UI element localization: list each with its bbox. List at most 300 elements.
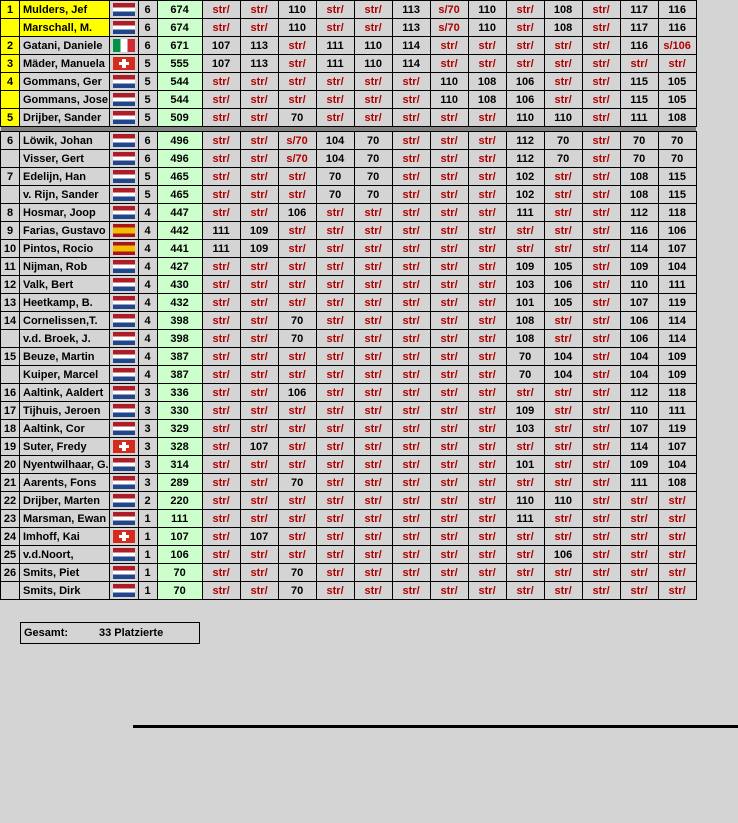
netherlands-flag-icon xyxy=(113,21,135,34)
flag-cell xyxy=(109,186,138,204)
score-cell: 114 xyxy=(658,330,696,348)
result-count: 4 xyxy=(138,312,157,330)
score-cell: str/ xyxy=(658,564,696,582)
score-cell: str/ xyxy=(316,312,354,330)
score-cell: str/ xyxy=(202,1,240,19)
rank-cell: 4 xyxy=(1,73,20,91)
player-name: Aaltink, Cor xyxy=(20,420,110,438)
rank-cell: 3 xyxy=(1,55,20,73)
score-cell: 108 xyxy=(620,168,658,186)
score-cell: str/ xyxy=(354,402,392,420)
flag-cell xyxy=(109,348,138,366)
score-cell: str/ xyxy=(316,240,354,258)
score-cell: 109 xyxy=(620,258,658,276)
score-cell: str/ xyxy=(240,168,278,186)
score-cell: str/ xyxy=(506,384,544,402)
score-cell: 106 xyxy=(620,312,658,330)
score-cell: str/ xyxy=(392,510,430,528)
score-cell: str/ xyxy=(430,348,468,366)
score-cell: str/ xyxy=(354,474,392,492)
score-cell: 70 xyxy=(316,186,354,204)
score-cell: str/ xyxy=(278,546,316,564)
score-cell: 107 xyxy=(240,528,278,546)
netherlands-flag-icon xyxy=(113,404,135,417)
score-cell: str/ xyxy=(202,276,240,294)
result-count: 1 xyxy=(138,546,157,564)
score-cell: str/ xyxy=(392,582,430,600)
player-name: Aaltink, Aaldert xyxy=(20,384,110,402)
score-cell: str/ xyxy=(278,294,316,312)
score-cell: s/70 xyxy=(430,19,468,37)
netherlands-flag-icon xyxy=(113,93,135,106)
player-name: Tijhuis, Jeroen xyxy=(20,402,110,420)
score-cell: str/ xyxy=(392,384,430,402)
score-cell: str/ xyxy=(582,186,620,204)
table-row xyxy=(1,510,697,528)
score-cell: str/ xyxy=(430,240,468,258)
score-cell: str/ xyxy=(392,132,430,150)
score-cell: str/ xyxy=(544,438,582,456)
score-cell: str/ xyxy=(430,366,468,384)
score-cell: 107 xyxy=(658,438,696,456)
rank-cell: 25 xyxy=(1,546,20,564)
table-row xyxy=(1,73,697,91)
score-cell: str/ xyxy=(582,546,620,564)
score-cell: 108 xyxy=(468,73,506,91)
score-cell: str/ xyxy=(582,582,620,600)
score-cell: str/ xyxy=(582,73,620,91)
rank-cell: 2 xyxy=(1,37,20,55)
score-cell: str/ xyxy=(316,474,354,492)
score-cell: 70 xyxy=(316,168,354,186)
rank-cell: 19 xyxy=(1,438,20,456)
player-name: Imhoff, Kai xyxy=(20,528,110,546)
score-cell: str/ xyxy=(392,438,430,456)
player-name: Cornelissen,T. xyxy=(20,312,110,330)
table-row xyxy=(1,19,697,37)
score-cell: str/ xyxy=(468,186,506,204)
table-row xyxy=(1,330,697,348)
score-cell: str/ xyxy=(240,186,278,204)
score-cell: 107 xyxy=(620,294,658,312)
score-cell: str/ xyxy=(240,492,278,510)
score-cell: str/ xyxy=(468,366,506,384)
score-cell: 110 xyxy=(468,19,506,37)
score-cell: str/ xyxy=(506,582,544,600)
rank-cell: 26 xyxy=(1,564,20,582)
netherlands-flag-icon xyxy=(113,3,135,16)
score-cell: 104 xyxy=(316,132,354,150)
score-cell: 107 xyxy=(620,420,658,438)
score-cell: str/ xyxy=(240,330,278,348)
score-cell: str/ xyxy=(202,402,240,420)
table-row xyxy=(1,546,697,564)
table-row xyxy=(1,132,697,150)
score-cell: str/ xyxy=(544,186,582,204)
score-cell: str/ xyxy=(468,150,506,168)
score-cell: str/ xyxy=(468,510,506,528)
score-cell: str/ xyxy=(278,222,316,240)
rank-cell: 22 xyxy=(1,492,20,510)
flag-cell xyxy=(109,312,138,330)
score-cell: s/70 xyxy=(278,150,316,168)
total-score: 465 xyxy=(157,168,202,186)
total-score: 107 xyxy=(157,528,202,546)
flag-cell xyxy=(109,582,138,600)
score-cell: str/ xyxy=(468,294,506,312)
score-cell: str/ xyxy=(316,348,354,366)
table-row xyxy=(1,168,697,186)
score-cell: 116 xyxy=(620,222,658,240)
score-cell: str/ xyxy=(582,510,620,528)
player-name: Smits, Piet xyxy=(20,564,110,582)
score-cell: str/ xyxy=(278,492,316,510)
score-cell: str/ xyxy=(582,312,620,330)
score-cell: 109 xyxy=(240,222,278,240)
flag-cell xyxy=(109,546,138,564)
score-cell: str/ xyxy=(316,1,354,19)
rank-cell: 14 xyxy=(1,312,20,330)
score-cell: 104 xyxy=(620,366,658,384)
total-score: 398 xyxy=(157,330,202,348)
score-cell: 106 xyxy=(506,91,544,109)
result-count: 6 xyxy=(138,150,157,168)
score-cell: 110 xyxy=(506,109,544,127)
table-row xyxy=(1,1,697,19)
flag-cell xyxy=(109,19,138,37)
score-cell: 119 xyxy=(658,294,696,312)
score-cell: 114 xyxy=(620,438,658,456)
score-cell: str/ xyxy=(240,276,278,294)
netherlands-flag-icon xyxy=(113,548,135,561)
score-cell: 111 xyxy=(506,204,544,222)
table-row xyxy=(1,150,697,168)
score-cell: 107 xyxy=(202,37,240,55)
score-cell: str/ xyxy=(392,109,430,127)
score-cell: str/ xyxy=(316,73,354,91)
score-cell: str/ xyxy=(278,276,316,294)
player-name: Aarents, Fons xyxy=(20,474,110,492)
score-cell: 108 xyxy=(658,474,696,492)
score-cell: str/ xyxy=(392,528,430,546)
netherlands-flag-icon xyxy=(113,458,135,471)
score-cell: str/ xyxy=(468,55,506,73)
score-cell: 115 xyxy=(620,91,658,109)
score-cell: 107 xyxy=(202,55,240,73)
score-cell: str/ xyxy=(392,294,430,312)
score-cell: str/ xyxy=(658,546,696,564)
score-cell: str/ xyxy=(430,402,468,420)
rank-cell xyxy=(1,582,20,600)
player-name: Marschall, M. xyxy=(20,19,110,37)
score-cell: str/ xyxy=(468,438,506,456)
score-cell: str/ xyxy=(354,384,392,402)
score-cell: str/ xyxy=(240,582,278,600)
score-cell: str/ xyxy=(202,528,240,546)
score-cell: str/ xyxy=(202,564,240,582)
score-cell: str/ xyxy=(354,330,392,348)
score-cell: 110 xyxy=(544,492,582,510)
score-cell: str/ xyxy=(468,564,506,582)
player-name: Valk, Bert xyxy=(20,276,110,294)
score-cell: 70 xyxy=(278,330,316,348)
result-count: 4 xyxy=(138,330,157,348)
score-cell: str/ xyxy=(468,348,506,366)
score-cell: 70 xyxy=(278,564,316,582)
flag-cell xyxy=(109,402,138,420)
score-cell: 106 xyxy=(278,204,316,222)
result-count: 3 xyxy=(138,384,157,402)
score-cell: str/ xyxy=(278,438,316,456)
total-score: 544 xyxy=(157,91,202,109)
player-name: Kuiper, Marcel xyxy=(20,366,110,384)
total-score: 442 xyxy=(157,222,202,240)
score-cell: 101 xyxy=(506,456,544,474)
score-cell: str/ xyxy=(430,582,468,600)
score-cell: 118 xyxy=(658,204,696,222)
score-cell: str/ xyxy=(240,132,278,150)
score-cell: str/ xyxy=(354,438,392,456)
score-cell: str/ xyxy=(582,348,620,366)
score-cell: str/ xyxy=(468,168,506,186)
score-cell: str/ xyxy=(392,73,430,91)
player-name: Edelijn, Han xyxy=(20,168,110,186)
score-cell: 111 xyxy=(506,510,544,528)
total-score: 70 xyxy=(157,582,202,600)
player-name: Löwik, Johan xyxy=(20,132,110,150)
score-cell: str/ xyxy=(278,366,316,384)
score-cell: str/ xyxy=(582,564,620,582)
score-cell: str/ xyxy=(468,37,506,55)
score-cell: str/ xyxy=(316,456,354,474)
score-cell: str/ xyxy=(582,222,620,240)
score-cell: 106 xyxy=(278,384,316,402)
score-cell: str/ xyxy=(582,55,620,73)
score-cell: str/ xyxy=(430,276,468,294)
flag-cell xyxy=(109,109,138,127)
score-cell: str/ xyxy=(240,258,278,276)
table-row xyxy=(1,420,697,438)
player-name: Gommans, Ger xyxy=(20,73,110,91)
result-count: 5 xyxy=(138,186,157,204)
score-cell: str/ xyxy=(354,276,392,294)
score-cell: str/ xyxy=(354,294,392,312)
divider-line xyxy=(133,725,738,728)
netherlands-flag-icon xyxy=(113,422,135,435)
score-cell: str/ xyxy=(582,150,620,168)
score-cell: str/ xyxy=(202,546,240,564)
score-cell: 70 xyxy=(354,132,392,150)
score-cell: str/ xyxy=(354,312,392,330)
result-count: 5 xyxy=(138,55,157,73)
score-cell: str/ xyxy=(202,19,240,37)
score-cell: 70 xyxy=(278,474,316,492)
score-cell: 109 xyxy=(506,258,544,276)
score-cell: str/ xyxy=(506,546,544,564)
score-cell: str/ xyxy=(240,312,278,330)
score-cell: 106 xyxy=(658,222,696,240)
player-name: v.d.Noort, xyxy=(20,546,110,564)
score-cell: 110 xyxy=(544,109,582,127)
score-cell: str/ xyxy=(392,204,430,222)
score-cell: 114 xyxy=(658,312,696,330)
score-cell: str/ xyxy=(202,109,240,127)
score-cell: str/ xyxy=(354,109,392,127)
score-cell: str/ xyxy=(240,204,278,222)
total-score: 329 xyxy=(157,420,202,438)
score-cell: str/ xyxy=(240,564,278,582)
result-count: 1 xyxy=(138,582,157,600)
netherlands-flag-icon xyxy=(113,206,135,219)
score-cell: str/ xyxy=(582,294,620,312)
netherlands-flag-icon xyxy=(113,260,135,273)
table-row xyxy=(1,384,697,402)
score-cell: 115 xyxy=(658,186,696,204)
summary-label: Gesamt: xyxy=(24,627,69,639)
result-count: 5 xyxy=(138,91,157,109)
total-score: 496 xyxy=(157,150,202,168)
score-cell: str/ xyxy=(544,474,582,492)
score-cell: 105 xyxy=(544,258,582,276)
score-cell: str/ xyxy=(658,510,696,528)
rank-cell: 7 xyxy=(1,168,20,186)
netherlands-flag-icon xyxy=(113,134,135,147)
score-cell: str/ xyxy=(316,294,354,312)
score-cell: str/ xyxy=(278,456,316,474)
result-count: 6 xyxy=(138,37,157,55)
rank-cell: 6 xyxy=(1,132,20,150)
score-cell: 110 xyxy=(620,402,658,420)
score-cell: str/ xyxy=(544,73,582,91)
table-row xyxy=(1,204,697,222)
rank-cell: 10 xyxy=(1,240,20,258)
rank-cell: 21 xyxy=(1,474,20,492)
score-cell: str/ xyxy=(316,492,354,510)
score-cell: str/ xyxy=(468,276,506,294)
score-cell: 103 xyxy=(506,276,544,294)
score-cell: s/70 xyxy=(430,1,468,19)
score-cell: 109 xyxy=(506,402,544,420)
score-cell: str/ xyxy=(430,438,468,456)
table-row xyxy=(1,492,697,510)
table-row xyxy=(1,55,697,73)
score-cell: str/ xyxy=(316,564,354,582)
score-cell: str/ xyxy=(240,510,278,528)
score-cell: str/ xyxy=(468,582,506,600)
rank-cell xyxy=(1,150,20,168)
total-score: 336 xyxy=(157,384,202,402)
score-cell: str/ xyxy=(468,240,506,258)
score-cell: str/ xyxy=(582,366,620,384)
score-cell: str/ xyxy=(582,474,620,492)
score-cell: 70 xyxy=(658,132,696,150)
score-cell: str/ xyxy=(316,222,354,240)
score-cell: str/ xyxy=(316,420,354,438)
score-cell: str/ xyxy=(544,222,582,240)
table-row xyxy=(1,366,697,384)
table-row xyxy=(1,582,697,600)
score-cell: str/ xyxy=(468,109,506,127)
score-cell: str/ xyxy=(278,258,316,276)
table-row xyxy=(1,222,697,240)
score-cell: str/ xyxy=(202,456,240,474)
score-cell: str/ xyxy=(544,582,582,600)
score-cell: str/ xyxy=(278,510,316,528)
score-cell: str/ xyxy=(240,73,278,91)
score-cell: str/ xyxy=(316,384,354,402)
rank-cell: 5 xyxy=(1,109,20,127)
score-cell: str/ xyxy=(430,312,468,330)
score-cell: 101 xyxy=(506,294,544,312)
rank-cell: 8 xyxy=(1,204,20,222)
score-cell: 109 xyxy=(658,366,696,384)
result-count: 4 xyxy=(138,258,157,276)
score-cell: str/ xyxy=(468,546,506,564)
score-cell: str/ xyxy=(392,222,430,240)
score-cell: str/ xyxy=(202,474,240,492)
score-cell: 113 xyxy=(392,1,430,19)
score-cell: str/ xyxy=(658,492,696,510)
score-cell: str/ xyxy=(506,19,544,37)
netherlands-flag-icon xyxy=(113,75,135,88)
total-score: 441 xyxy=(157,240,202,258)
result-count: 1 xyxy=(138,528,157,546)
netherlands-flag-icon xyxy=(113,368,135,381)
score-cell: 109 xyxy=(658,348,696,366)
result-count: 5 xyxy=(138,168,157,186)
score-cell: 113 xyxy=(240,37,278,55)
score-cell: str/ xyxy=(582,384,620,402)
flag-cell xyxy=(109,276,138,294)
flag-cell xyxy=(109,564,138,582)
score-cell: str/ xyxy=(430,55,468,73)
flag-cell xyxy=(109,150,138,168)
flag-cell xyxy=(109,456,138,474)
score-cell: str/ xyxy=(354,258,392,276)
score-cell: str/ xyxy=(316,546,354,564)
score-cell: str/ xyxy=(468,456,506,474)
score-cell: 107 xyxy=(658,240,696,258)
score-cell: str/ xyxy=(278,168,316,186)
score-cell: str/ xyxy=(430,37,468,55)
score-cell: 115 xyxy=(620,73,658,91)
flag-cell xyxy=(109,366,138,384)
score-cell: 105 xyxy=(658,73,696,91)
score-cell: str/ xyxy=(620,55,658,73)
score-cell: 112 xyxy=(620,384,658,402)
result-count: 6 xyxy=(138,1,157,19)
table-row xyxy=(1,402,697,420)
score-cell: str/ xyxy=(202,186,240,204)
score-cell: str/ xyxy=(392,240,430,258)
player-name: Heetkamp, B. xyxy=(20,294,110,312)
score-cell: 114 xyxy=(392,37,430,55)
score-cell: str/ xyxy=(468,402,506,420)
score-cell: 104 xyxy=(544,348,582,366)
score-cell: str/ xyxy=(354,582,392,600)
rank-cell xyxy=(1,19,20,37)
score-cell: 104 xyxy=(620,348,658,366)
score-cell: str/ xyxy=(506,37,544,55)
summary-value: 33 Platzierte xyxy=(99,627,164,639)
score-cell: str/ xyxy=(506,240,544,258)
score-cell: str/ xyxy=(430,132,468,150)
netherlands-flag-icon xyxy=(113,584,135,597)
score-cell: str/ xyxy=(430,456,468,474)
total-score: 398 xyxy=(157,312,202,330)
netherlands-flag-icon xyxy=(113,386,135,399)
score-cell: 109 xyxy=(240,240,278,258)
